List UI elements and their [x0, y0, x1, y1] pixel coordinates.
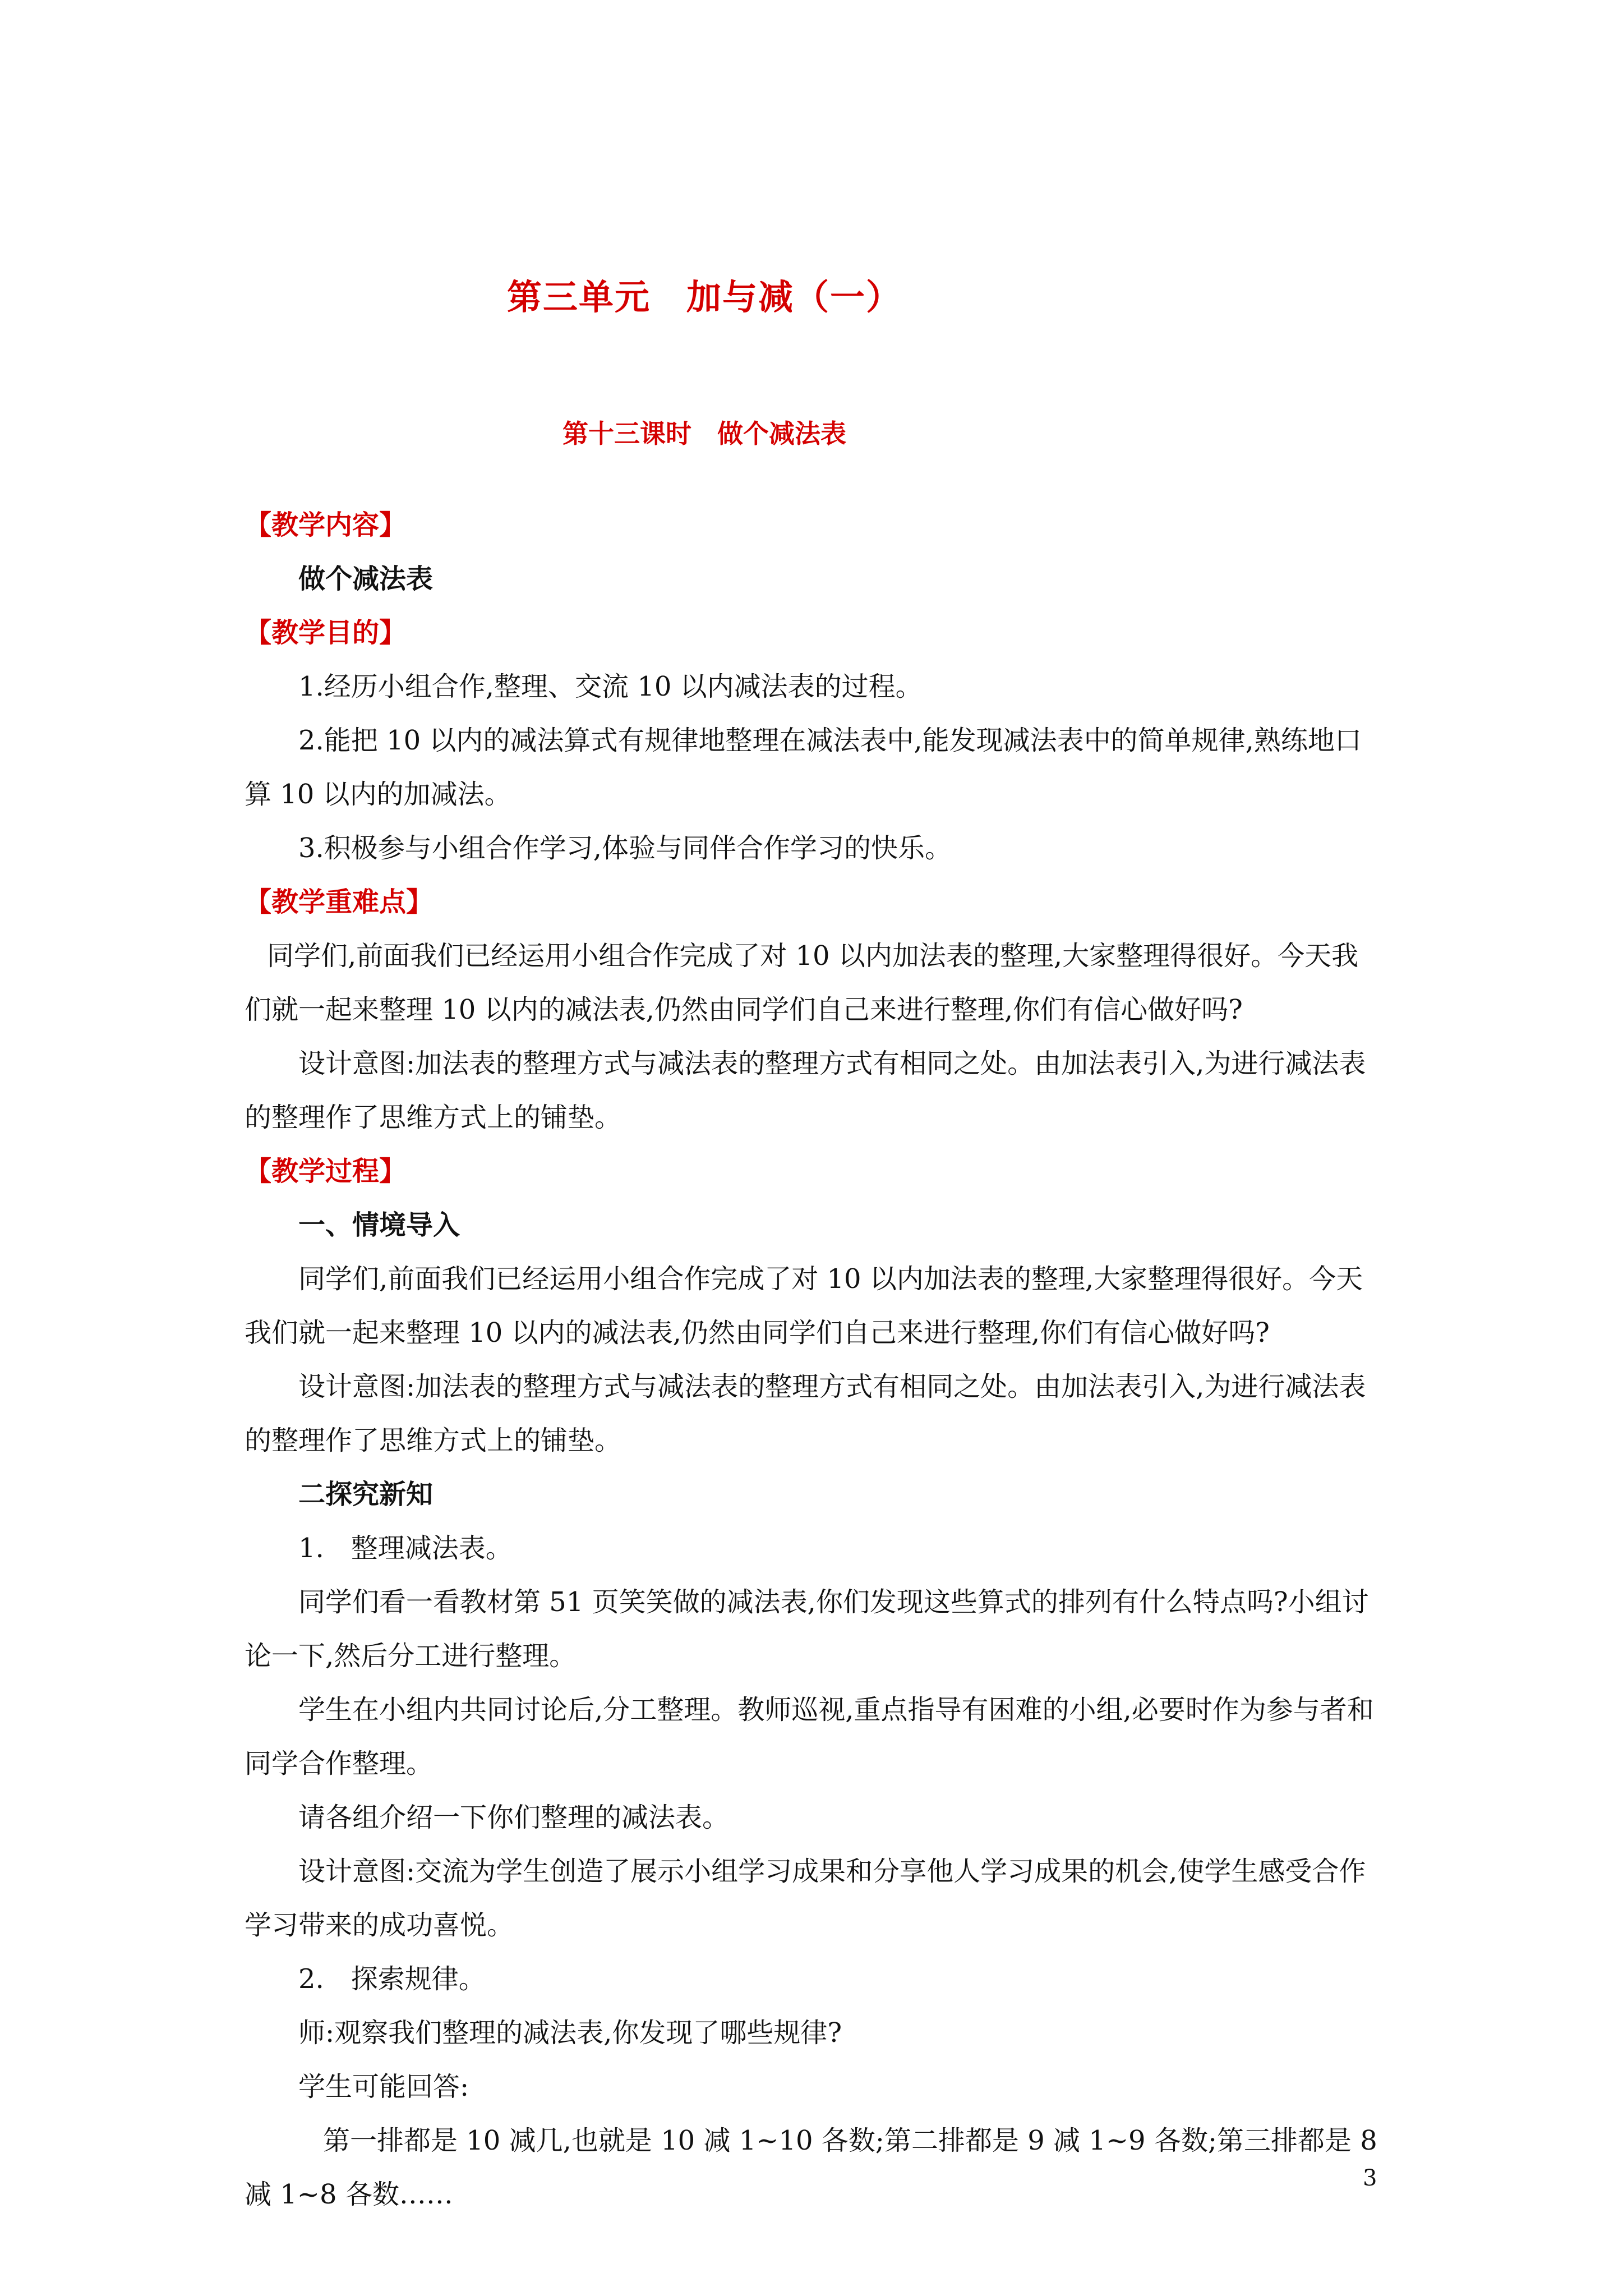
lesson-body — [245, 498, 1383, 2221]
section-label-key-points: 【教学重难点】 — [245, 886, 434, 918]
part2-paragraph: 请各组介绍一下你们整理的减法表。 — [298, 1802, 730, 1833]
lesson-title: 第十三课时 做个减法表 — [562, 418, 846, 449]
section-label-goals: 【教学目的】 — [245, 617, 407, 648]
goal-item: 3.积极参与小组合作学习,体验与同伴合作学习的快乐。 — [298, 832, 952, 864]
page-number: 3 — [1363, 2165, 1377, 2191]
student-answer: 第一排都是 10 减几,也就是 10 减 1~10 各数;第二排都是 9 减 1~9 各数;第三排都是 8 减 1~8 各数…… — [245, 2125, 1377, 2210]
part2-paragraph: 1. 整理减法表。 — [298, 1533, 513, 1564]
part1-paragraph: 设计意图:加法表的整理方式与减法表的整理方式有相同之处。由加法表引入,为进行减法表的整理作了思维方式上的铺垫。 — [245, 1371, 1366, 1456]
part2-paragraph: 师:观察我们整理的减法表,你发现了哪些规律? — [298, 2017, 842, 2049]
key-paragraph: 设计意图:加法表的整理方式与减法表的整理方式有相同之处。由加法表引入,为进行减法表的整理作了思维方式上的铺垫。 — [245, 1048, 1366, 1133]
content-text: 做个减法表 — [298, 563, 434, 595]
part1-title: 一、情境导入 — [298, 1209, 460, 1241]
part2-paragraph: 2. 探索规律。 — [298, 1963, 486, 1995]
part2-title: 二探究新知 — [298, 1479, 434, 1510]
section-label-process: 【教学过程】 — [245, 1156, 407, 1187]
key-paragraph: 同学们,前面我们已经运用小组合作完成了对 10 以内加法表的整理,大家整理得很好。今天我们就一起来整理 10 以内的减法表,仍然由同学们自己来进行整理,你们有信心做好吗? — [245, 940, 1359, 1025]
goal-item: 2.能把 10 以内的减法算式有规律地整理在减法表中,能发现减法表中的简单规律,熟练地口算 10 以内的加减法。 — [245, 725, 1362, 810]
goal-item: 1.经历小组合作,整理、交流 10 以内减法表的过程。 — [298, 671, 923, 702]
part2-paragraph: 同学们看一看教材第 51 页笑笑做的减法表,你们发现这些算式的排列有什么特点吗?小组讨论一下,然后分工进行整理。 — [245, 1586, 1369, 1672]
unit-title: 第三单元 加与减（一） — [506, 277, 902, 318]
part2-paragraph: 学生在小组内共同讨论后,分工整理。教师巡视,重点指导有困难的小组,必要时作为参与者和同学合作整理。 — [245, 1694, 1374, 1779]
section-label-content: 【教学内容】 — [245, 509, 407, 541]
part1-paragraph: 同学们,前面我们已经运用小组合作完成了对 10 以内加法表的整理,大家整理得很好。今天我们就一起来整理 10 以内的减法表,仍然由同学们自己来进行整理,你们有信心做好吗? — [245, 1263, 1363, 1349]
part2-paragraph: 学生可能回答: — [298, 2071, 469, 2102]
part2-paragraph: 设计意图:交流为学生创造了展示小组学习成果和分享他人学习成果的机会,使学生感受合作学习带来的成功喜悦。 — [245, 1856, 1366, 1941]
